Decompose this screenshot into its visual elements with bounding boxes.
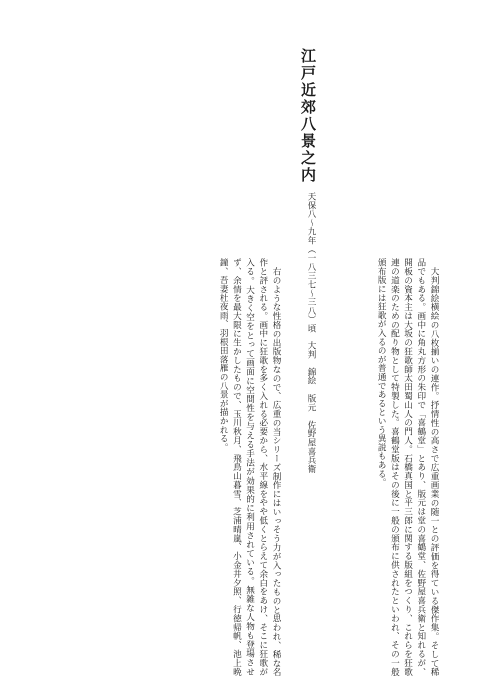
body-text-right <box>290 258 440 676</box>
body-paragraph-1: 大判錦絵横絵の八枚揃いの連作。抒情性の高さで広重画業の随一との評価を得ている傑作集。そして稀品でもある。画中に角丸方形の朱印で「喜鶴堂」とあり、版元は堂の喜鶴堂、佐野屋喜兵衛と知れるが、開板の資本主は大坂の狂歌師太田蜀山人の門人。石橋真国と平三郎に関する版組をつくり、これらを狂歌連の道楽のための配り物として特製した。喜鶴堂版はその後に一般の頒布に供されたといわれ、その一般頒布版には狂歌が入るのが普通であるという異説もある。 <box>376 258 439 676</box>
print-date: 天保八〜九年（一八三七〜三八）頃 <box>306 192 316 333</box>
print-title: 江戸近郊八景之内 <box>299 48 317 184</box>
print-publisher: 版元 佐野屋喜兵衛 <box>306 393 316 474</box>
body-paragraph-2: 右のような性格の出版物なので、広重の当シリーズ制作にはいっそう力が入ったものと思われ、稀な名作と評される。画中に狂歌を多く入れる必要から、水平線をやや低くとらえて余白をあけ、そこに狂歌が入る。大きく空をとって画面に空間性を与える手法が効果的に利用されている。無雑な人物も登場させず、余情を最大限に生かしたもので、玉川秋月、飛鳥山暮雪、芝浦晴嵐、小金井夕照、行徳帰帆、池上晩鐘、吾妻杜夜雨、羽根田落雁の八景が描かれる。 <box>218 258 281 676</box>
print-format: 大判 錦絵 <box>306 340 316 385</box>
body-text-left <box>112 258 282 676</box>
